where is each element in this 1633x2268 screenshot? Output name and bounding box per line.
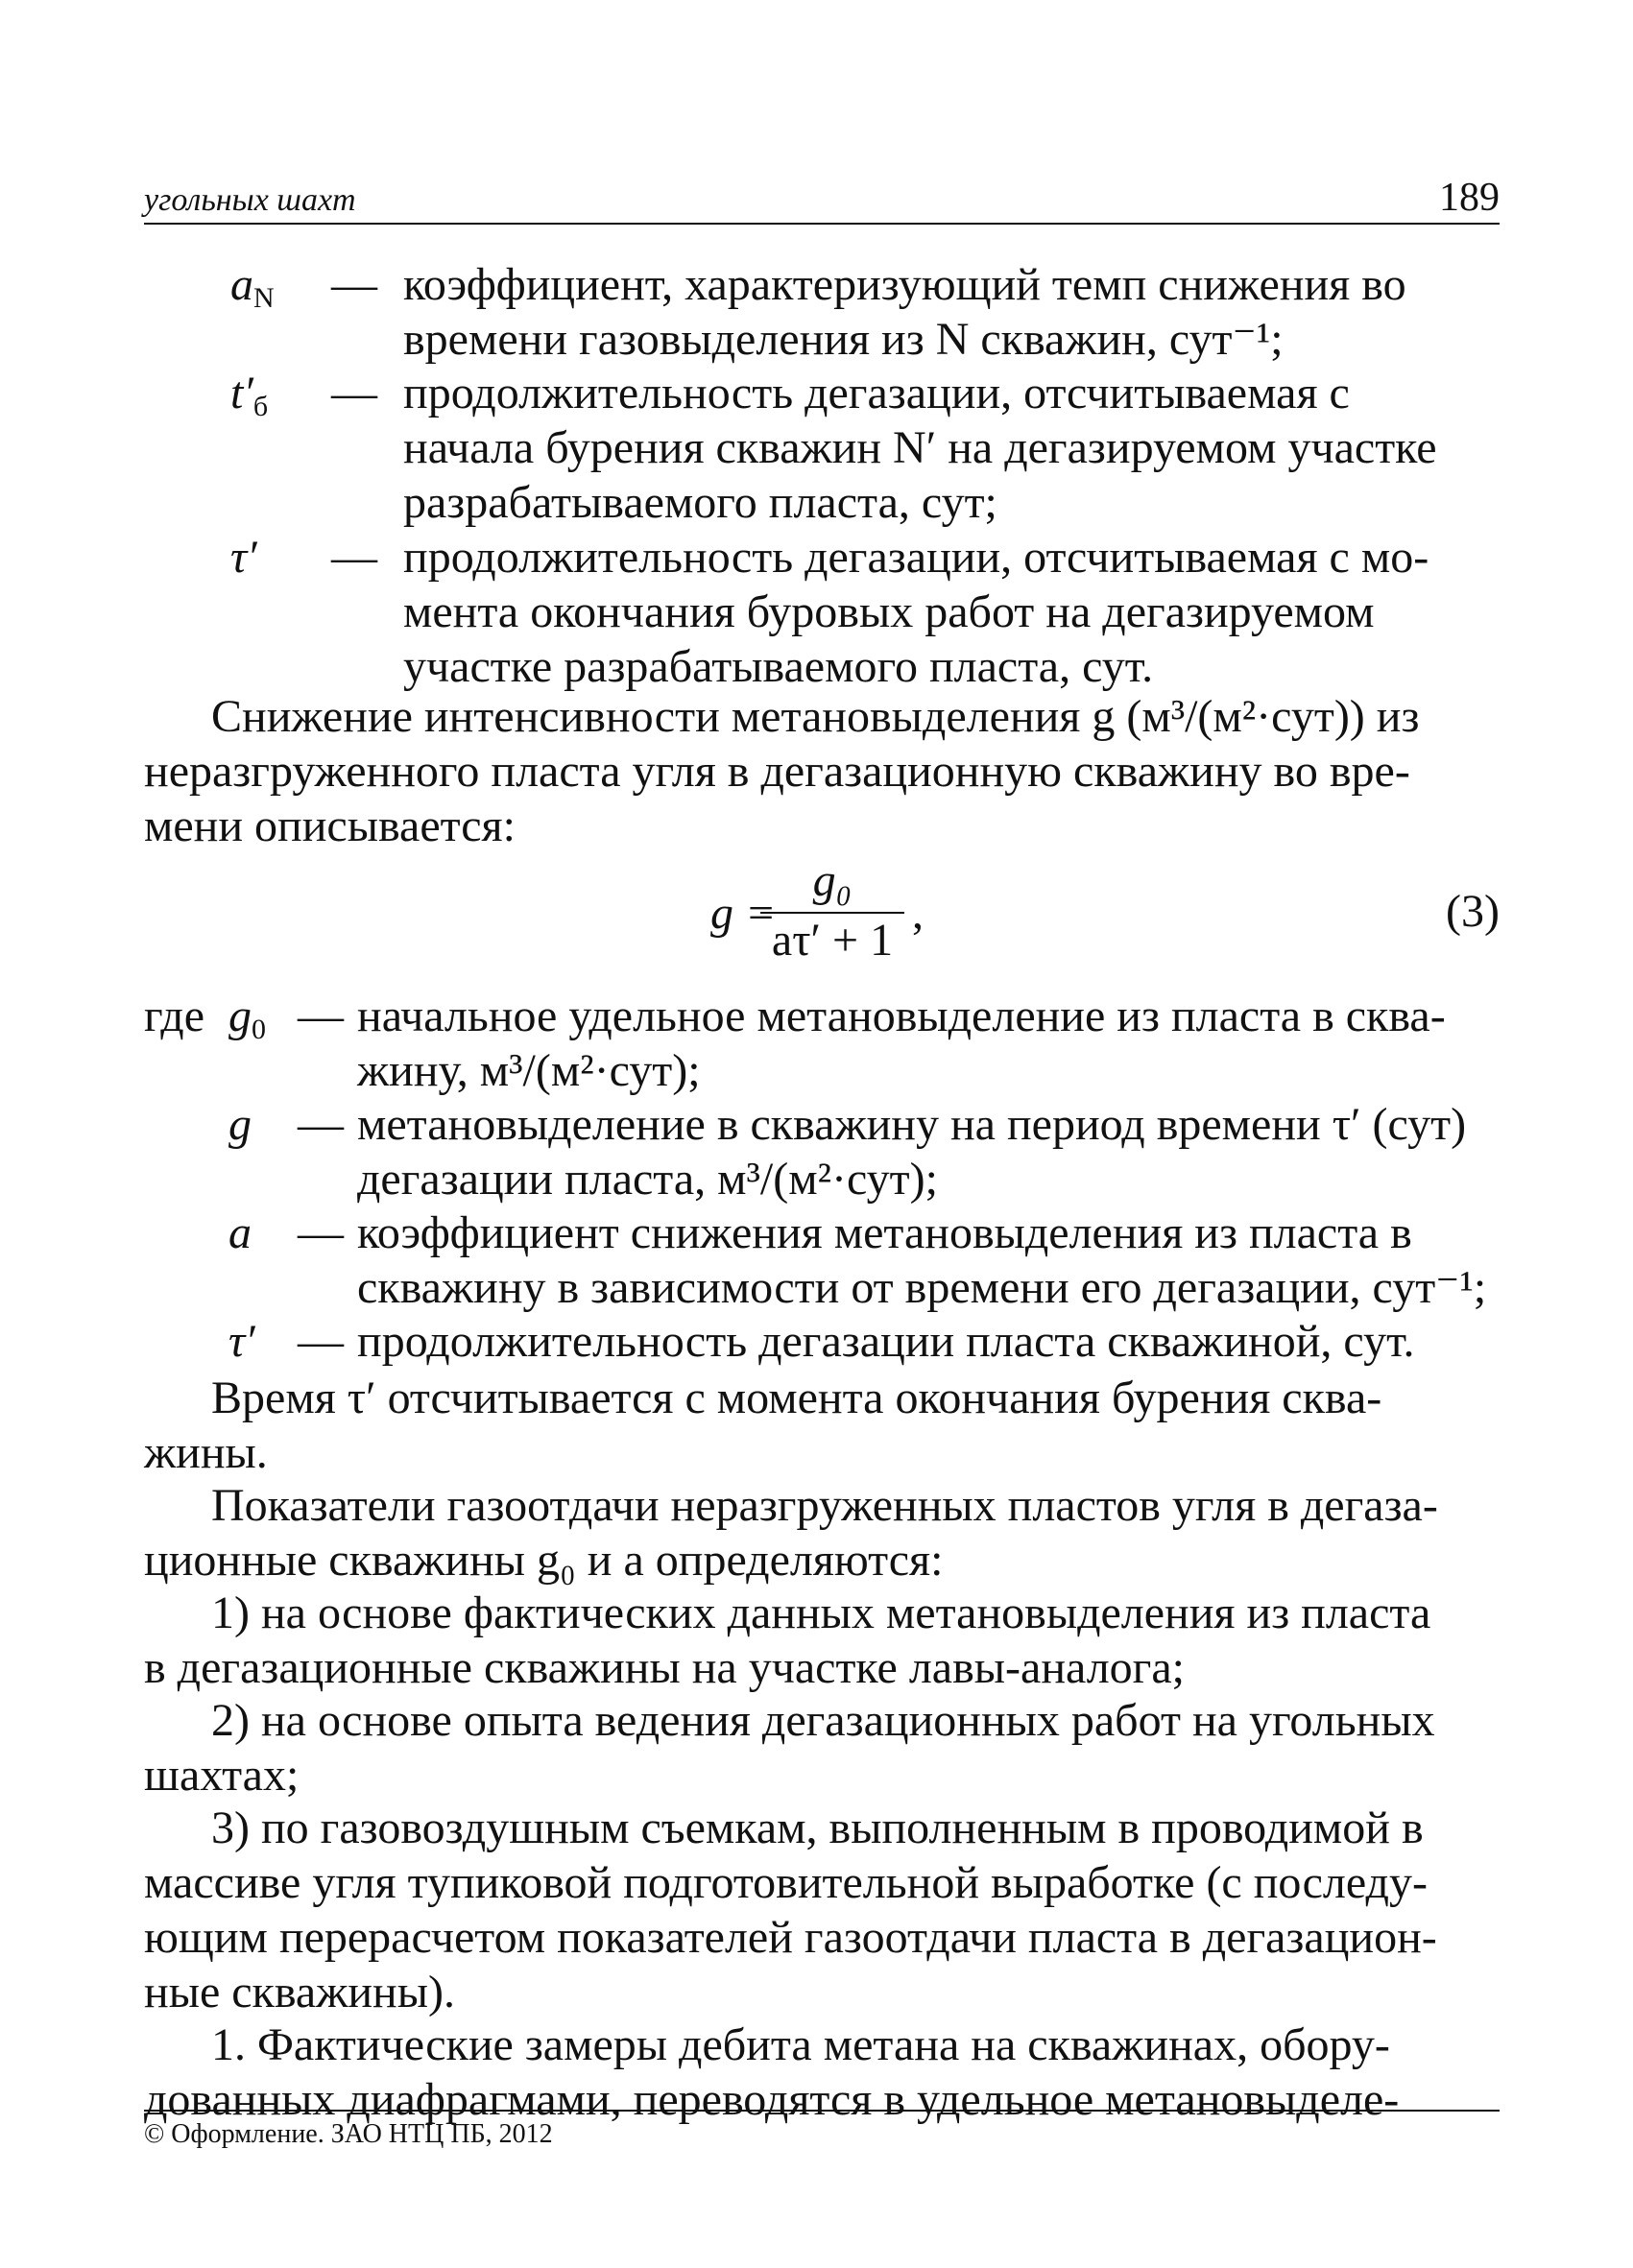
def6-dash: —: [298, 1207, 344, 1258]
running-title: угольных шахт: [144, 182, 356, 218]
def3-description: продолжительность дегазации, отсчитываемая с мо- мента окончания буровых работ на дегазируемом участке разрабатываемого пласта, сут.: [403, 532, 1429, 692]
copyright-text: © Оформление. ЗАО НТЦ ПБ, 2012: [144, 2119, 553, 2149]
def3-symbol-tau: τ′: [230, 532, 257, 583]
def1-description: коэффициент, характеризующий темп снижения во времени газовыделения из N скважин, сут⁻¹;: [403, 259, 1406, 365]
def4-description: начальное удельное метановыделение из пласта в сква- жину, м³/(м²·сут);: [357, 991, 1446, 1096]
def3-dash: —: [331, 532, 377, 583]
formula-numerator: g₀: [812, 855, 853, 906]
equation-number: (3): [1446, 886, 1500, 937]
def2-dash: —: [331, 368, 377, 418]
def1-dash: —: [331, 259, 377, 310]
paragraph-intro: Снижение интенсивности метановыделения g (м³/(м²·сут)) из неразгруженного пласта угля в дегазационную скважину во вре- мени описывается:: [144, 691, 1420, 851]
def4-symbol-g0: $g_0$: [228, 991, 266, 1045]
def6-symbol-a: a: [228, 1207, 252, 1258]
paragraph-measurements: 1. Фактические замеры дебита метана на скважинах, обору- дованных диафрагмами, переводятся в удельное метановыделе-: [144, 2019, 1400, 2125]
def5-dash: —: [298, 1099, 344, 1150]
formula-comma: ,: [912, 888, 924, 939]
where-label: где: [144, 991, 205, 1041]
formula-denominator: aτ′ + 1: [771, 915, 894, 966]
formula-fraction: [760, 854, 914, 969]
def1-symbol-aN: $a_N$: [230, 259, 275, 314]
def6-description: коэффициент снижения метановыделения из пласта в скважину в зависимости от времени его дегазации, сут⁻¹;: [357, 1207, 1487, 1313]
page-footer: [144, 2110, 1500, 2150]
def7-dash: —: [298, 1316, 344, 1367]
list-item-2: 2) на основе опыта ведения дегазационных работ на угольных шахтах;: [144, 1695, 1435, 1801]
def5-symbol-g: g: [228, 1099, 252, 1150]
page-header: [144, 173, 1500, 225]
def5-description: метановыделение в скважину на период времени τ′ (сут) дегазации пласта, м³/(м²·сут);: [357, 1099, 1467, 1205]
def4-dash: —: [298, 991, 344, 1041]
def7-description: продолжительность дегазации пласта скважиной, сут.: [357, 1316, 1415, 1367]
def7-symbol-tau: τ′: [228, 1316, 255, 1367]
paragraph-indicators: Показатели газоотдачи неразгруженных пластов угля в дегаза- ционные скважины g₀ и a определяются:: [144, 1480, 1438, 1586]
paragraph-time: Время τ′ отсчитывается с момента окончания бурения сква- жины.: [144, 1373, 1382, 1478]
list-item-3: 3) по газовоздушным съемкам, выполненным в проводимой в массиве угля тупиковой подготовительной выработке (с последу- ющим перерасчетом показателей газоотдачи пласта в дегазацион- ные скважины).: [144, 1802, 1437, 2017]
formula-3: [710, 854, 960, 969]
list-item-1: 1) на основе фактических данных метановыделения из пласта в дегазационные скважины на участке лавы-аналога;: [144, 1588, 1431, 1693]
def2-symbol-tb: $t'_б$: [230, 368, 269, 422]
formula-lhs: g =: [710, 888, 777, 939]
page-number: 189: [1439, 176, 1500, 220]
def2-description: продолжительность дегазации, отсчитываемая с начала бурения скважин N′ на дегазируемом участке разрабатываемого пласта, сут;: [403, 368, 1437, 528]
